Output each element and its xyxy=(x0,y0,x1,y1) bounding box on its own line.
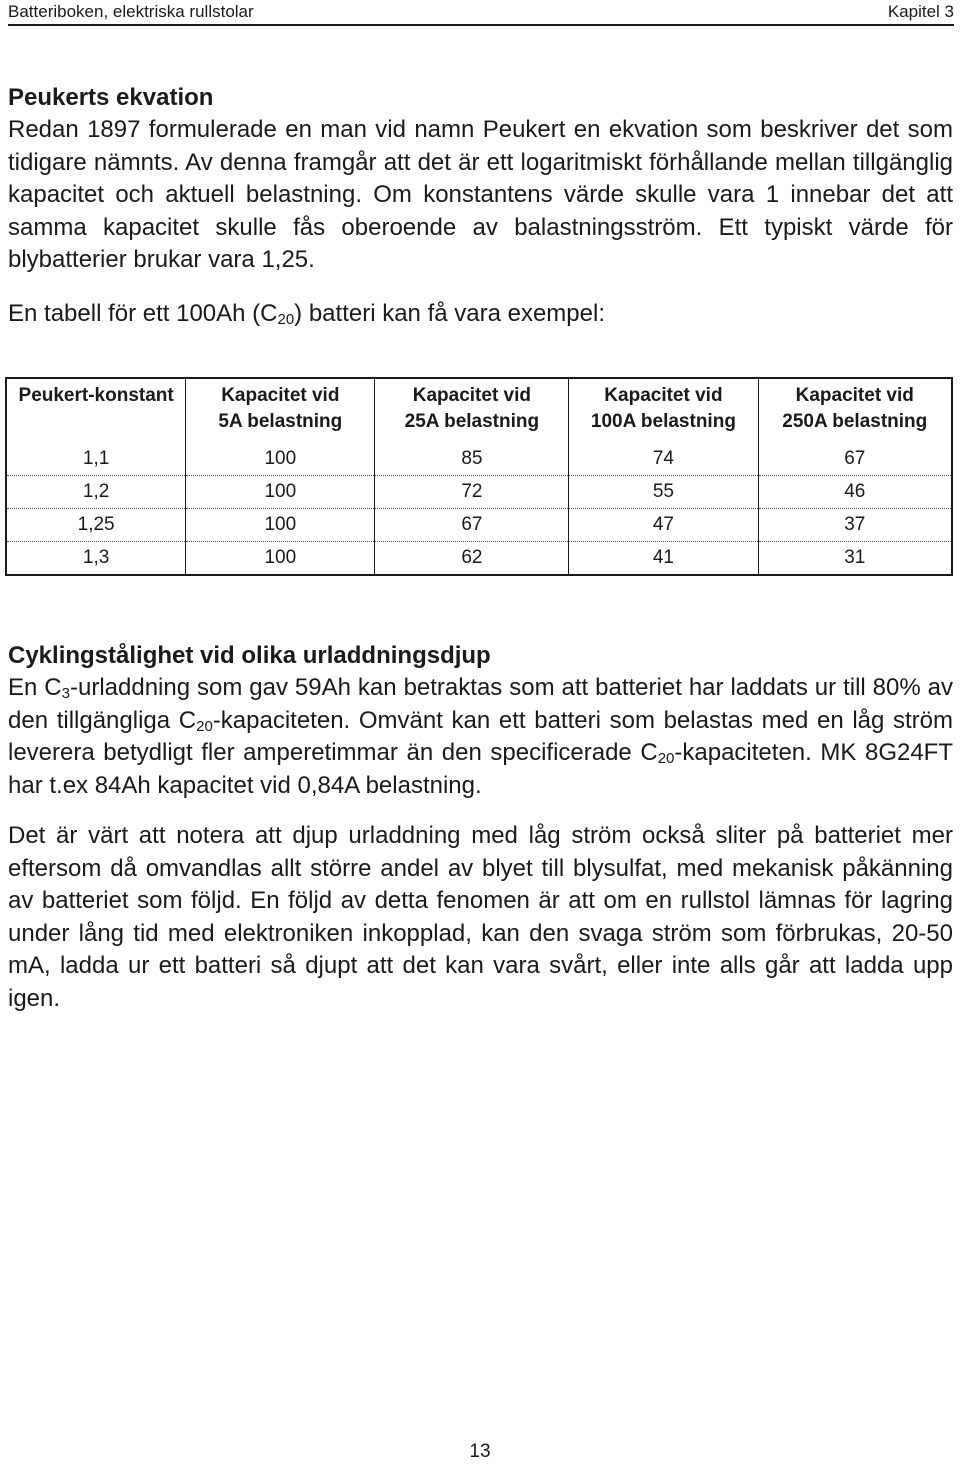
table-cell: 46 xyxy=(758,476,952,509)
table-cell: 100 xyxy=(186,476,375,509)
table-row xyxy=(6,443,952,476)
peukert-heading: Peukerts ekvation xyxy=(8,84,214,111)
cycling-paragraph-2: Det är värt att notera att djup urladdning med låg ström också sliter på batteriet mer eftersom då omvandlas allt större andel av blyet till blysulfat, med mekanisk påkänning av batteriet som följd. En följd av detta fenomen är att om en rullstol lämnas för lagring under lång tid med elektroniken inkopplad, kan den svaga ström som förbrukas, 20-50 mA, ladda ur ett batteri så djupt att det kan vara svårt, eller inte alls går att ladda upp igen. xyxy=(8,822,953,1012)
header-book-title: Batteriboken, elektriska rullstolar xyxy=(8,2,254,21)
table-cell: 37 xyxy=(758,509,952,542)
table-cell: 47 xyxy=(569,509,758,542)
table-cell: 1,2 xyxy=(6,476,186,509)
table-cell: 55 xyxy=(569,476,758,509)
table-cell: 41 xyxy=(569,542,758,576)
page-header xyxy=(8,0,954,26)
table-cell: 72 xyxy=(375,476,569,509)
table-cell: 1,1 xyxy=(6,443,186,476)
table-row xyxy=(6,476,952,509)
cycling-paragraph-1: En $C_3$-urladdning som gav 59Ah kan betraktas som att batteriet har laddats ur till 80% av den tillgängliga $C_{20}$-kapaciteten. Omvänt kan ett batteri som belastas med en låg ström leverera betydligt fler amperetimmar än den specificerade $C_{20}$-kapaciteten. MK 8G24FT har t.ex 84Ah kapacitet vid 0,84A belastning. xyxy=(8,674,954,799)
header-peukert-constant: Peukert-konstant xyxy=(18,385,174,406)
cycling-section xyxy=(8,640,953,802)
cycling-heading: Cyklingstålighet vid olika urladdningsdjup xyxy=(8,642,491,669)
deep-discharge-section xyxy=(8,820,953,1015)
table-intro-text: En tabell för ett 100Ah $(C_{20})$ batteri kan få vara exempel: xyxy=(8,300,605,328)
table-intro xyxy=(8,298,953,331)
table-cell: 100 xyxy=(186,443,375,476)
table-header-row xyxy=(6,378,952,443)
table-cell: 74 xyxy=(569,443,758,476)
table-cell: 1,3 xyxy=(82,547,110,568)
table-cell: 67 xyxy=(758,443,952,476)
table-row xyxy=(6,509,952,542)
peukert-paragraph: Redan 1897 formulerade en man vid namn Peukert en ekvation som beskriver det som tidigare nämnts. Av denna framgår att det är ett logaritmiskt förhållande mellan tillgänglig kapacitet och aktuell belastning. Om konstantens värde skulle vara 1 innebar det att samma kapacitet skulle fås oberoende av balastningsström. Ett typiskt värde för blybatterier brukar vara 1,25. xyxy=(8,116,953,273)
table-row xyxy=(6,542,952,576)
header-capacity-100a: Kapacitet vid 100A belastning xyxy=(569,378,758,443)
header-chapter: Kapitel 3 xyxy=(887,2,954,21)
peukert-table xyxy=(5,377,953,576)
table-cell: 100 xyxy=(186,509,375,542)
table-cell: 31 xyxy=(758,542,952,576)
table-cell: 67 xyxy=(375,509,569,542)
table-cell: 85 xyxy=(375,443,569,476)
header-capacity-25a: Kapacitet vid 25A belastning xyxy=(375,378,569,443)
table-cell: 100 xyxy=(186,542,375,576)
header-capacity-250a: Kapacitet vid 250A belastning xyxy=(758,378,952,443)
page-number: 13 xyxy=(469,1441,491,1462)
table-cell: 1,25 xyxy=(6,509,186,542)
peukert-section xyxy=(8,82,953,277)
header-capacity-5a: Kapacitet vid 5A belastning xyxy=(186,378,375,443)
table-cell: 62 xyxy=(375,542,569,576)
